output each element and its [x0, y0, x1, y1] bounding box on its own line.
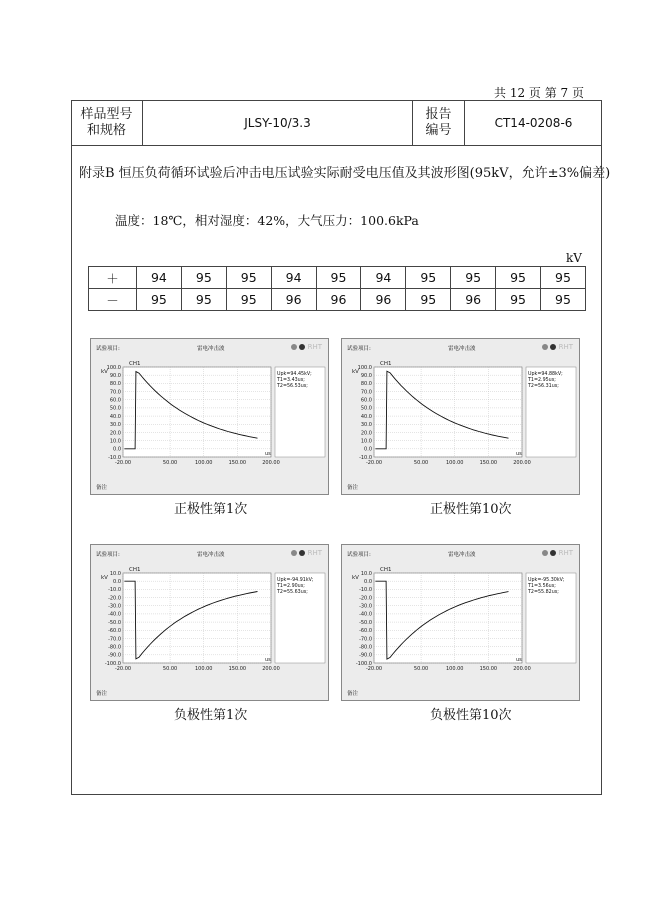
table-cell: 95	[496, 289, 541, 311]
readout-text: Upk=-95.30kV;	[528, 578, 565, 583]
table-cell: 94	[361, 267, 406, 289]
rht-tag: RHT	[307, 549, 322, 557]
channel-label: CH1	[380, 567, 392, 573]
y-tick-label: 30.0	[109, 422, 121, 429]
withstand-voltage-table	[88, 266, 586, 311]
readout-text: T2=55.63us;	[277, 590, 308, 595]
x-tick-label: -20.00	[114, 666, 132, 672]
y-unit-label: kV	[101, 575, 108, 581]
y-tick-label: -10.0	[108, 587, 121, 594]
x-unit-label: us	[265, 451, 271, 457]
status-dot-icon	[550, 550, 556, 556]
y-tick-label: 90.0	[109, 372, 121, 379]
y-tick-label: -80.0	[108, 644, 121, 651]
window-name: 雷电冲击波	[197, 346, 225, 352]
readout-text: T1=3.56us;	[528, 584, 556, 589]
table-cell: 95	[226, 267, 271, 289]
scope-caption: 正极性第1次	[174, 502, 248, 517]
y-tick-label: 10.0	[360, 438, 372, 445]
y-tick-label: -10.0	[359, 454, 372, 461]
y-tick-label: -30.0	[359, 603, 372, 610]
y-unit-label: kV	[352, 575, 359, 581]
x-tick-label: 50.00	[162, 460, 178, 466]
x-tick-label: -20.00	[365, 666, 383, 672]
waveform-plot	[91, 559, 330, 687]
y-tick-label: -60.0	[108, 628, 121, 635]
channel-label: CH1	[129, 567, 141, 573]
test-item-label: 试验项目:	[96, 552, 120, 558]
y-tick-label: 0.0	[364, 446, 372, 453]
y-tick-label: -50.0	[359, 619, 372, 626]
table-cell: 95	[181, 267, 226, 289]
y-tick-label: -10.0	[359, 587, 372, 594]
waveform-plot	[342, 559, 581, 687]
table-row-negative	[89, 289, 586, 311]
channel-label: CH1	[380, 361, 392, 367]
y-tick-label: -40.0	[359, 611, 372, 618]
y-tick-label: 60.0	[360, 397, 372, 404]
page-number: 共 12 页 第 7 页	[494, 86, 584, 100]
x-tick-label: 150.00	[479, 460, 498, 466]
table-cell: 95	[226, 289, 271, 311]
x-unit-label: us	[516, 657, 522, 663]
x-tick-label: 200.00	[262, 460, 280, 466]
scope-panel-pos-10	[341, 338, 580, 495]
x-tick-label: -20.00	[114, 460, 132, 466]
y-tick-label: 70.0	[360, 389, 372, 396]
x-tick-label: 200.00	[262, 666, 280, 672]
window-name: 雷电冲击波	[448, 552, 476, 558]
y-tick-label: -80.0	[359, 644, 372, 651]
y-tick-label: 60.0	[109, 397, 121, 404]
y-tick-label: 100.0	[357, 364, 372, 371]
table-cell: 95	[541, 289, 586, 311]
y-tick-label: 70.0	[109, 389, 121, 396]
table-cell: 95	[406, 289, 451, 311]
x-tick-label: 200.00	[513, 666, 531, 672]
x-tick-label: 50.00	[413, 666, 429, 672]
y-tick-label: 80.0	[360, 381, 372, 388]
readout-text: T1=2.90us;	[277, 584, 305, 589]
status-dot-icon	[291, 550, 297, 556]
status-dot-icon	[291, 344, 297, 350]
y-tick-label: -70.0	[359, 636, 372, 643]
y-tick-label: 10.0	[109, 438, 121, 445]
status-dot-icon	[542, 550, 548, 556]
scope-panel-neg-10	[341, 544, 580, 701]
x-tick-label: 150.00	[479, 666, 498, 672]
y-unit-label: kV	[352, 369, 359, 375]
status-dot-icon	[299, 550, 305, 556]
y-tick-label: -100.0	[355, 660, 372, 667]
status-dot-icon	[299, 344, 305, 350]
table-cell: 96	[361, 289, 406, 311]
table-cell: 94	[137, 267, 182, 289]
readout-text: Upk=-94.91kV;	[277, 578, 314, 583]
status-dot-icon	[542, 344, 548, 350]
test-conditions: 温度：18℃，相对湿度：42%，大气压力：100.6kPa	[115, 213, 419, 228]
polarity-cell: －	[89, 289, 137, 311]
y-tick-label: 10.0	[109, 570, 121, 577]
x-tick-label: 50.00	[413, 460, 429, 466]
window-name: 雷电冲击波	[197, 552, 225, 558]
y-tick-label: -20.0	[108, 595, 121, 602]
window-name: 雷电冲击波	[448, 346, 476, 352]
y-tick-label: -90.0	[359, 652, 372, 659]
x-tick-label: -20.00	[365, 460, 383, 466]
y-tick-label: -30.0	[108, 603, 121, 610]
y-tick-label: -10.0	[108, 454, 121, 461]
status-dot-icon	[550, 344, 556, 350]
y-tick-label: 20.0	[109, 430, 121, 437]
table-cell: 95	[451, 267, 496, 289]
y-tick-label: 0.0	[113, 578, 121, 585]
scope-panel-neg-1	[90, 544, 329, 701]
rht-tag: RHT	[307, 343, 322, 351]
readout-text: T1=3.43us;	[277, 378, 305, 383]
x-tick-label: 150.00	[228, 460, 247, 466]
x-unit-label: us	[265, 657, 271, 663]
remark-label: 备注	[347, 691, 359, 697]
y-tick-label: 50.0	[109, 405, 121, 412]
x-tick-label: 100.00	[445, 460, 464, 466]
model-label: 样品型号 和规格	[71, 100, 143, 145]
x-tick-label: 50.00	[162, 666, 178, 672]
readout-text: Upk=94.45kV;	[277, 372, 312, 377]
y-tick-label: 40.0	[360, 413, 372, 420]
y-tick-label: 0.0	[113, 446, 121, 453]
y-tick-label: -100.0	[104, 660, 121, 667]
waveform-plot	[342, 353, 581, 481]
y-tick-label: 0.0	[364, 578, 372, 585]
scope-caption: 正极性第10次	[430, 502, 512, 517]
y-tick-label: -50.0	[108, 619, 121, 626]
y-tick-label: 30.0	[360, 422, 372, 429]
report-number-value: CT14-0208-6	[494, 115, 573, 130]
table-cell: 95	[181, 289, 226, 311]
x-tick-label: 150.00	[228, 666, 247, 672]
rht-tag: RHT	[558, 549, 573, 557]
y-tick-label: 20.0	[360, 430, 372, 437]
readout-text: T2=56.31us;	[528, 384, 559, 389]
y-unit-label: kV	[101, 369, 108, 375]
y-tick-label: -90.0	[108, 652, 121, 659]
remark-label: 备注	[347, 485, 359, 491]
x-tick-label: 100.00	[194, 666, 213, 672]
table-cell: 95	[316, 267, 361, 289]
test-item-label: 试验项目:	[96, 346, 120, 352]
appendix-title: 附录B 恒压负荷循环试验后冲击电压试验实际耐受电压值及其波形图(95kV，允许±3%偏差)	[79, 166, 611, 181]
unit-label: kV	[566, 251, 582, 265]
test-item-label: 试验项目:	[347, 346, 371, 352]
table-cell: 95	[406, 267, 451, 289]
scope-caption: 负极性第1次	[174, 708, 248, 723]
readout-text: T2=56.53us;	[277, 384, 308, 389]
polarity-cell: ＋	[89, 267, 137, 289]
y-tick-label: 80.0	[109, 381, 121, 388]
test-item-label: 试验项目:	[347, 552, 371, 558]
y-tick-label: -60.0	[359, 628, 372, 635]
model-value: JLSY-10/3.3	[143, 100, 413, 145]
scope-panel-pos-1	[90, 338, 329, 495]
y-tick-label: -70.0	[108, 636, 121, 643]
waveform-plot	[91, 353, 330, 481]
y-tick-label: 90.0	[360, 372, 372, 379]
channel-label: CH1	[129, 361, 141, 367]
readout-text: Upk=94.88kV;	[528, 372, 563, 377]
rht-tag: RHT	[558, 343, 573, 351]
x-tick-label: 100.00	[194, 460, 213, 466]
report-number-label: 报告 编号	[413, 100, 465, 145]
table-cell: 95	[137, 289, 182, 311]
table-cell: 95	[496, 267, 541, 289]
table-cell: 96	[451, 289, 496, 311]
x-tick-label: 200.00	[513, 460, 531, 466]
readout-text: T2=55.82us;	[528, 590, 559, 595]
table-row-positive	[89, 267, 586, 289]
table-cell: 95	[541, 267, 586, 289]
table-cell: 96	[316, 289, 361, 311]
y-tick-label: 50.0	[360, 405, 372, 412]
readout-text: T1=2.95us;	[528, 378, 556, 383]
y-tick-label: -20.0	[359, 595, 372, 602]
scope-caption: 负极性第10次	[430, 708, 512, 723]
y-tick-label: 100.0	[106, 364, 121, 371]
remark-label: 备注	[96, 485, 108, 491]
table-cell: 96	[271, 289, 316, 311]
sample-info-header	[71, 100, 602, 146]
y-tick-label: 40.0	[109, 413, 121, 420]
x-tick-label: 100.00	[445, 666, 464, 672]
table-cell: 94	[271, 267, 316, 289]
x-unit-label: us	[516, 451, 522, 457]
y-tick-label: 10.0	[360, 570, 372, 577]
remark-label: 备注	[96, 691, 108, 697]
y-tick-label: -40.0	[108, 611, 121, 618]
